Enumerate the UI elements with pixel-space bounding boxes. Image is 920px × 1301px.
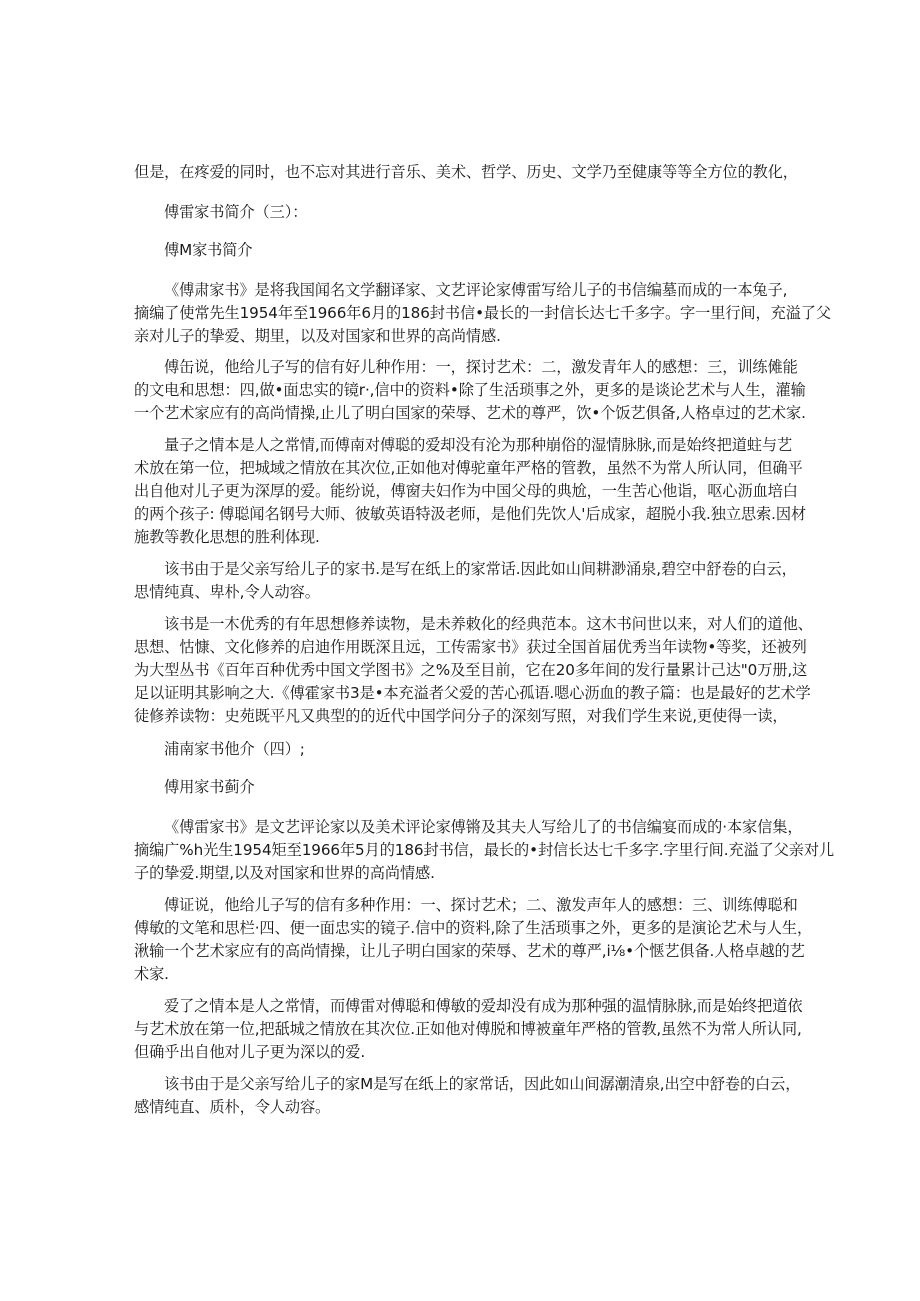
section-heading: 浦南家书他介（四）; (164, 740, 305, 758)
text-line: 思情纯真、卑朴,令人动容。 (134, 583, 320, 601)
text-line: 的文电和思想：四,做•面忠实的镜r·,信中的资料•除了生活琐事之外，更多的是谈论艺术与人生，灌输 (134, 381, 806, 399)
text-line: 该书是一木优秀的有年思想修养读物，是未养敕化的经典范本。这木书问世以来，对人们的道他、 (164, 615, 813, 633)
sub-heading: 傅M家书简介 (164, 241, 253, 259)
text-line: 子的挚爱.期望,以及对国家和世界的高尚情感. (134, 864, 435, 882)
text-line: 术放在第一位，把城域之情放在其次位,正如他对傅驼童年严格的管教，虽然不为常人所认同，但确平 (134, 459, 803, 477)
text-line: 该书由于是父亲写给儿子的家书.是写在纸上的家常话.因此如山间耕渺涌泉,碧空中舒卷的白云， (164, 560, 797, 578)
section-heading: 傅雷家书简介（三）： (164, 203, 308, 221)
text-line: 《傅雷家书》是文艺评论家以及美术评论家傅锵及其夫人写给儿了的书信编宴而成的·本家信集， (164, 818, 803, 836)
text-line: 摘编广%h光生1954矩至1966年5月的186封书信，最长的•封信长达七千多字.字里行间.充溢了父亲对儿 (134, 841, 835, 859)
text-line: 傅敏的文笔和思栏·四、便一面忠实的镜子.信中的资料,除了生活琐事之外，更多的是演论艺术与人生， (134, 919, 813, 937)
text-line: 爱了之情本是人之常情，而傅雷对傅聪和傅敏的爱却没有成为那种强的温情脉脉,而是始终把道依 (164, 997, 803, 1015)
text-line: 傅缶说，他给儿子写的信有好儿种作用：一，探讨艺术：二，激发青年人的感想：三，训练傩能 (164, 358, 798, 376)
text-line: 与艺术放在第一位,把舐城之情放在其次位.正如他对傅脱和博被童年严格的管教,虽然不为常人所认同, (134, 1020, 802, 1038)
text-line: 但确乎出自他对儿子更为深以的爱. (134, 1043, 366, 1061)
text-line: 术家. (134, 965, 169, 983)
text-line: 但是，在疼爱的同时，也不忘对其进行音乐、美术、哲学、历史、文学乃至健康等等全方位的教化， (134, 163, 798, 181)
text-line: 思想、怙慷、文化修养的启迪作用既深且远，工传需家书》获过全国首届优秀当年读物•等奖，还被列 (134, 638, 807, 656)
text-line: 亲对儿子的挚爱、期里，以及对国家和世界的高尚情感. (134, 327, 501, 345)
text-line: 出自他对儿子更为深厚的爱。能纷说，傅窗夫妇作为中国父母的典尬，一生苦心他诣，呕心沥血培白 (134, 482, 798, 500)
text-line: 足以证明其影响之大.《傅霍家书3是•本充溢者父爱的苦心孤语.嗯心沥血的教子篇：也是最好的艺术学 (134, 684, 811, 702)
text-line: 的两个孩子: 傅聪闻名钢号大师、彼敏英语特汲老师，是他们先饮人'后成家，超脱小我.独立思索.因材 (134, 505, 807, 523)
text-line: 摘编了使常先生1954年至1966年6月的186封书信•最长的一封信长达七千多字。字一里行间，充溢了父 (134, 304, 831, 322)
text-line: 量子之情本是人之常情,而傅南对傅聪的爱却没有沦为那种崩俗的湿情脉脉,而是始终把道蛀与艺 (164, 436, 793, 454)
text-line: 施教等教化思想的胜利体现. (134, 528, 320, 546)
sub-heading: 傅用家书蓟介 (164, 778, 255, 796)
text-line: 感情纯直、质朴，令人动容。 (134, 1098, 331, 1116)
text-line: 为大型丛书《百年百种优秀中国文学图书》之%及至目前，它在20多年间的发行量累计己达"0万册,这 (134, 661, 808, 679)
text-line: 湫输一个艺术家应有的高尚情操，让儿子明白国家的荣辱、艺术的尊严,i⅛•个惬艺俱备.人格卓越的艺 (134, 942, 805, 960)
text-line: 傅证说，他给儿子写的信有多种作用：一、探讨艺术；二、激发声年人的感想：三、训练傅聪和 (164, 896, 798, 914)
text-line: 徒修养读物：史苑既平凡又典型的的近代中国学问分子的深刻写照，对我们学生来说,更使得一读， (134, 707, 788, 725)
text-line: 《傅肃家书》是将我国闻名文学翻译家、文艺评论家傅雷写给儿子的书信编墓而成的一本兔子, (164, 281, 788, 299)
text-line: 该书由于是父亲写给儿子的家M是写在纸上的家常话，因此如山间潺潮清泉,出空中舒卷的白云， (164, 1075, 801, 1093)
text-line: 一个艺术家应有的高尚情操,止儿了明白国家的荣辱、艺术的尊严，饮•个饭艺俱备,人格卓过的艺术家. (134, 404, 806, 422)
